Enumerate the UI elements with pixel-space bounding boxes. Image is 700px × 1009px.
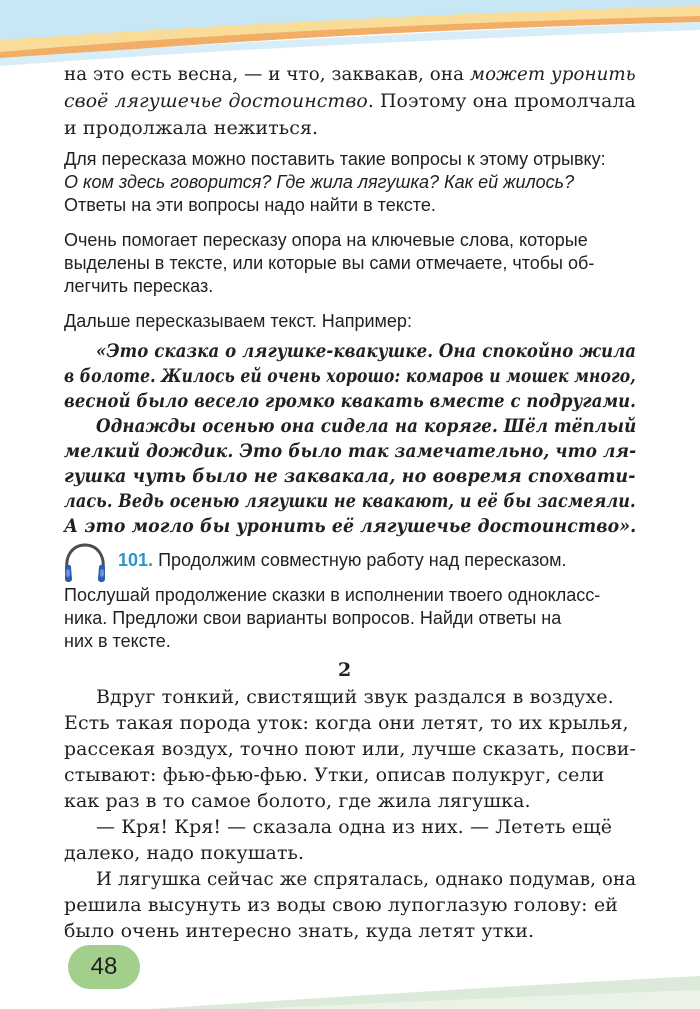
quote-line: Однажды осенью она сидела на коряге. Шёл тёплый <box>96 415 637 437</box>
story-line: Вдруг тонкий, свистящий звук раздался в воздухе. <box>96 686 614 708</box>
story-line: — Кря! Кря! — сказала одна из них. — Лететь ещё <box>96 816 613 838</box>
headphones-icon <box>60 540 110 584</box>
note-line: выделены в тексте, или которые вы сами отмечаете, чтобы об- <box>64 253 595 273</box>
story-line: И лягушка сейчас же спряталась, однако подумав, она <box>96 868 637 890</box>
story-line: рассекая воздух, точно поют или, лучше сказать, посви- <box>64 738 636 760</box>
page-number: 48 <box>68 945 140 989</box>
story-line: далеко, надо покушать. <box>64 842 305 864</box>
quote-line: гушка чуть было не заквакала, но вовремя спохвати- <box>64 465 636 487</box>
note-line: легчить пересказ. <box>64 276 214 296</box>
story-line: было очень интересно знать, куда летят утки. <box>64 920 535 942</box>
section-number: 2 <box>338 659 352 681</box>
quote-line: лась. Ведь осенью лягушки не квакают, и её бы засмеяли. <box>64 490 636 512</box>
story-line: решила высунуть из воды свою лупоглазую голову: ей <box>64 894 618 916</box>
quote-line: мелкий дождик. Это было так замечательно, что ля- <box>64 440 637 462</box>
italic-phrase: своё лягушечье достоинство <box>64 90 368 112</box>
text-run: . Поэтому она промолчала <box>367 90 636 112</box>
paragraph-line <box>64 63 636 85</box>
note-line: Очень помогает пересказу опора на ключевые слова, которые <box>64 230 588 250</box>
note-line: Ответы на эти вопросы надо найти в тексте. <box>64 195 436 215</box>
quote-line: весной было весело громко квакать вместе с подругами. <box>64 390 636 412</box>
paragraph-line: и продолжала нежиться. <box>64 117 319 139</box>
exercise-line: них в тексте. <box>64 631 171 651</box>
exercise-line: Послушай продолжение сказки в исполнении твоего однокласс- <box>64 585 601 605</box>
quote-line: в болоте. Жилось ей очень хорошо: комаров и мошек много, <box>64 365 636 387</box>
note-line: Дальше пересказываем текст. Например: <box>64 311 412 331</box>
exercise-heading <box>118 550 567 571</box>
exercise-number: 101. <box>118 550 154 570</box>
italic-phrase: может уронить <box>469 63 636 85</box>
quote-line: «Это сказка о лягушке-квакушке. Она спокойно жила <box>96 340 637 362</box>
exercise-title: Продолжим совместную работу над пересказом. <box>158 550 567 570</box>
story-line: Есть такая порода уток: когда они летят, то их крылья, <box>64 712 629 734</box>
paragraph-line <box>64 90 636 112</box>
note-line: Для пересказа можно поставить такие вопросы к этому отрывку: <box>64 149 606 169</box>
note-questions: О ком здесь говорится? Где жила лягушка? Как ей жилось? <box>64 172 575 192</box>
story-line: как раз в то самое болото, где жила лягушка. <box>64 790 531 812</box>
exercise-line: ника. Предложи свои варианты вопросов. Найди ответы на <box>64 608 562 628</box>
story-line: стывают: фью-фью-фью. Утки, описав полукруг, сели <box>64 764 605 786</box>
quote-line: А это могло бы уронить её лягушечье достоинство». <box>64 515 637 537</box>
text-run: на это есть весна, — и что, заквакав, она <box>64 63 470 85</box>
